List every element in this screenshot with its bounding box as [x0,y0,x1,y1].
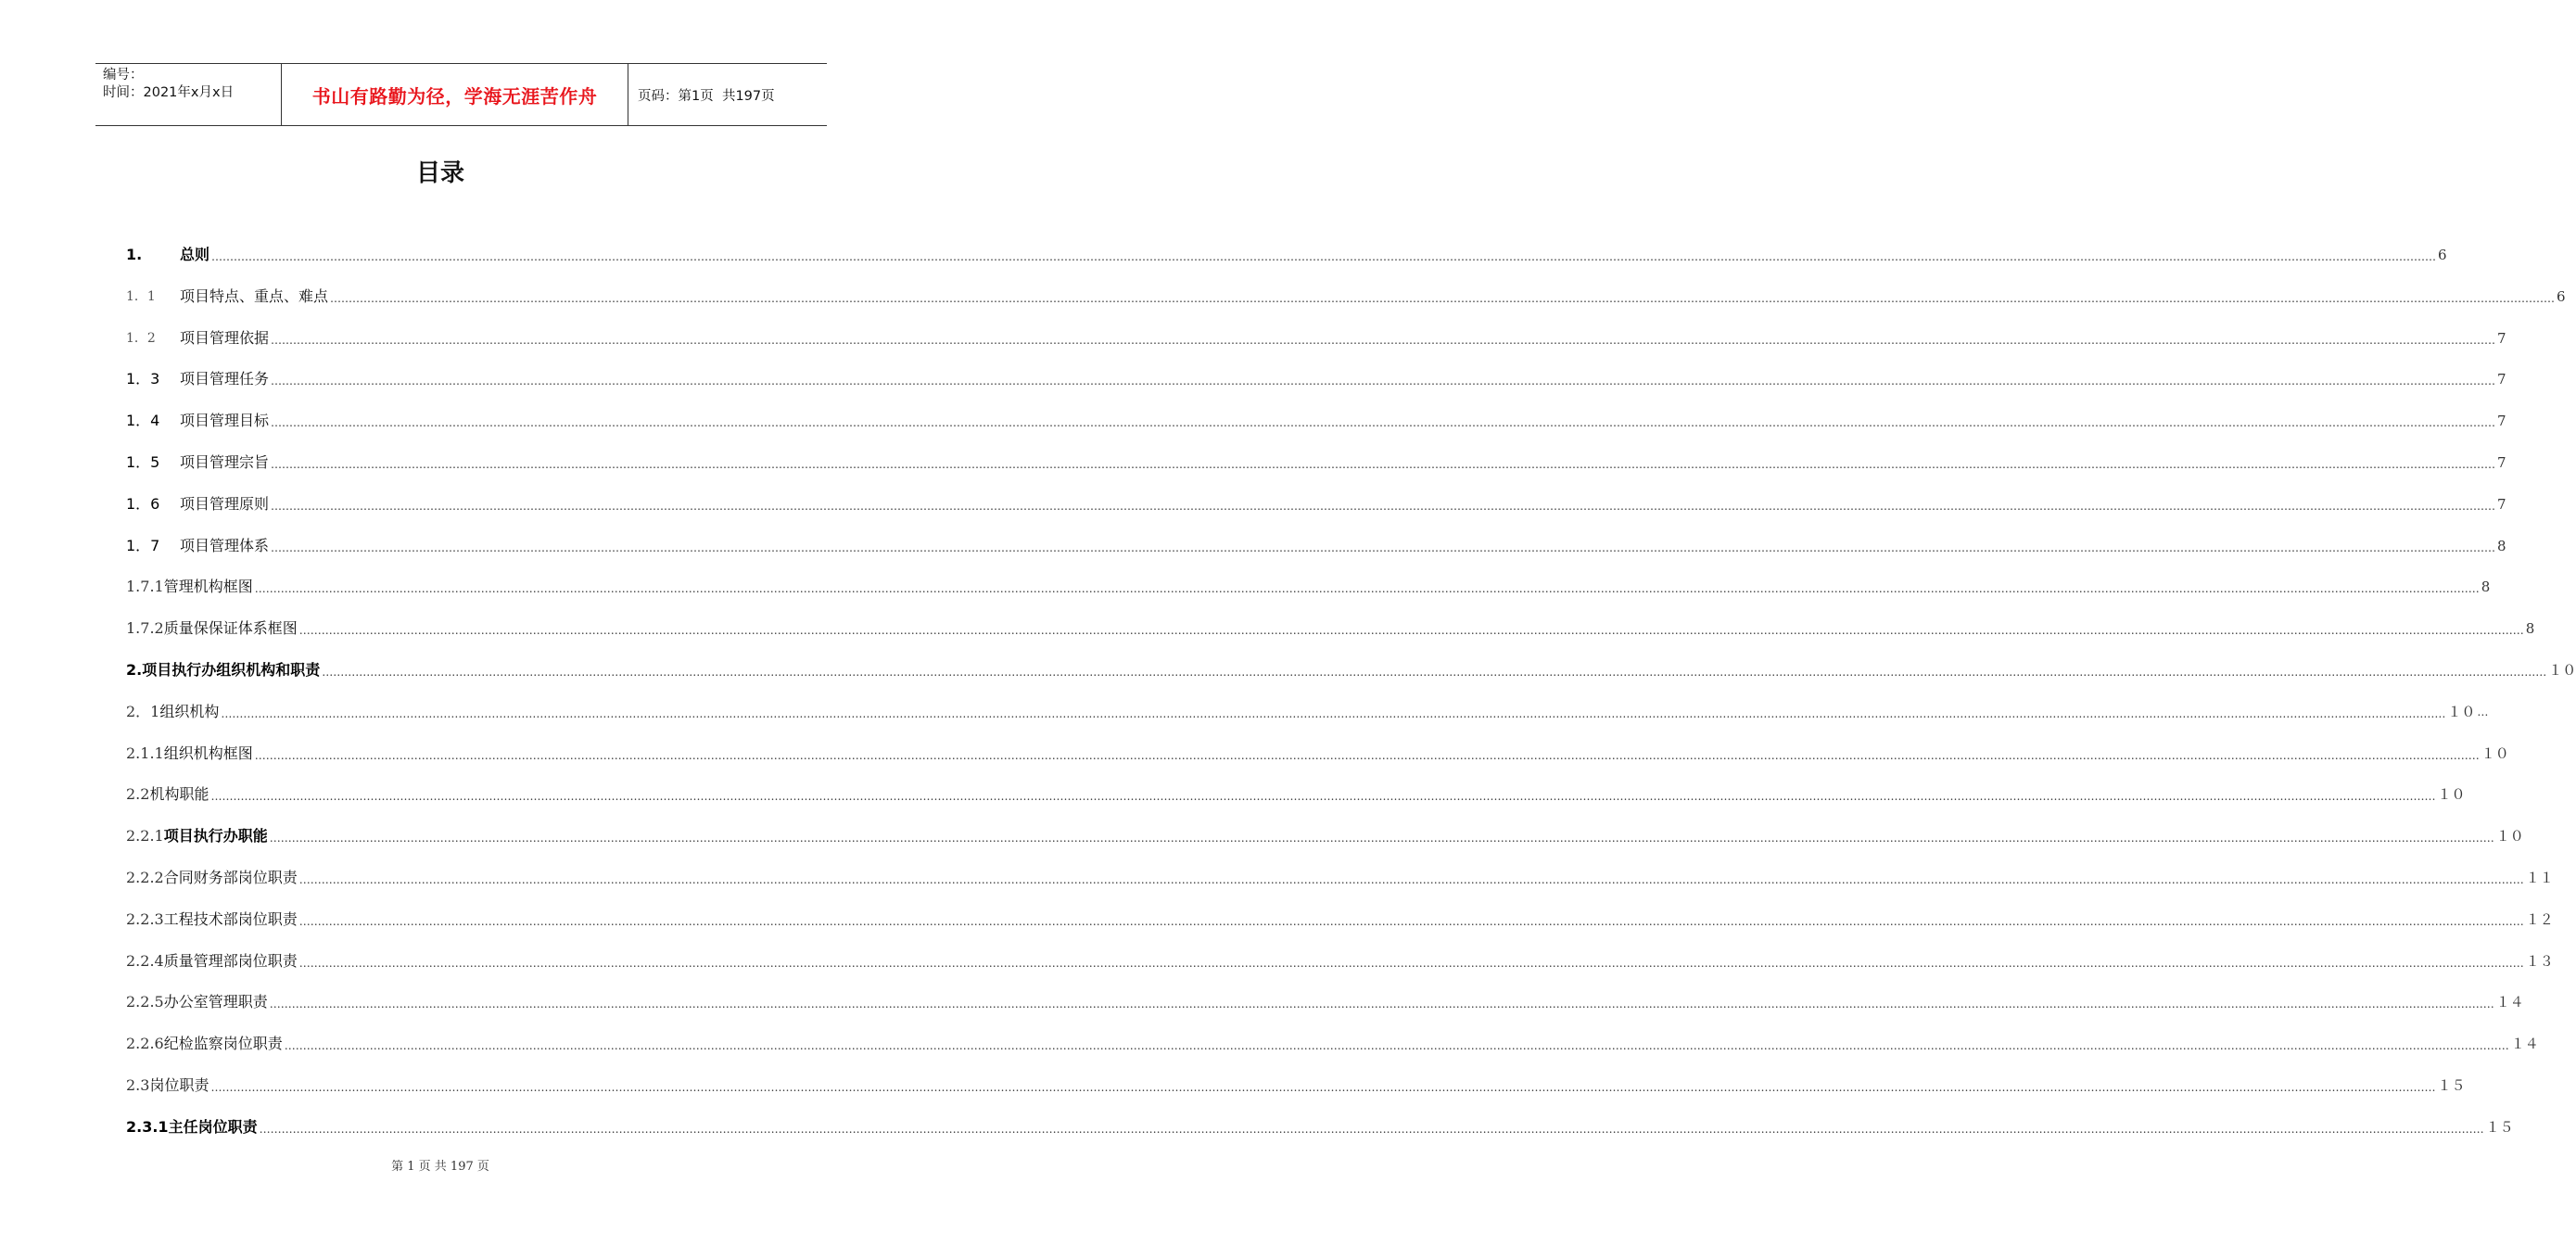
toc-entry[interactable] [126,949,2554,973]
time-label: 时间：2021年x月x日 [103,85,235,100]
toc-leader-dots: …………………………………………………………………………………………………………………………………………………………………………………………………………………………………………………………………………………………………………………………………………………………………………………………………………………………………………………………………………………………………………………………………………………… [271,499,2496,513]
page-footer [0,1156,881,1174]
toc-entry[interactable] [126,1115,2514,1139]
toc-leader-dots: …………………………………………………………………………………………………………………………………………………………………………………………………………………………………………………………………………………………………………………………………………………………………………………………………………………………………………………………………………………………………………………………………………………… [330,291,2556,305]
toc-entry[interactable] [126,700,2489,724]
toc-leader-dots: …………………………………………………………………………………………………………………………………………………………………………………………………………………………………………………………………………………………………………………………………………………………………………………………………………………………………………………………………………………………………………………………………………………… [269,998,2494,1011]
toc-entry-number: 2.2.3 [126,909,164,928]
serial-label: 编号： [103,68,144,83]
toc-entry-page: 6 [2557,287,2566,305]
toc-entry-trail: … [2477,705,2489,718]
toc-leader-dots: …………………………………………………………………………………………………………………………………………………………………………………………………………………………………………………………………………………………………………………………………………………………………………………………………………………………………………………………………………………………………………………………………………………… [298,956,2524,970]
toc-entry-label: 工程技术部岗位职责 [163,909,298,928]
toc-leader-dots: …………………………………………………………………………………………………………………………………………………………………………………………………………………………………………………………………………………………………………………………………………………………………………………………………………………………………………………………………………………………………………………………………………………… [271,540,2496,554]
toc-leader-dots: …………………………………………………………………………………………………………………………………………………………………………………………………………………………………………………………………………………………………………………………………………………………………………………………………………………………………………………………………………………………………………………………………………………… [254,748,2480,762]
toc-leader-dots: …………………………………………………………………………………………………………………………………………………………………………………………………………………………………………………………………………………………………………………………………………………………………………………………………………………………………………………………………………………………………………………………………………………… [271,375,2496,388]
toc-entry[interactable] [126,451,2506,475]
toc-leader-dots: …………………………………………………………………………………………………………………………………………………………………………………………………………………………………………………………………………………………………………………………………………………………………………………………………………………………………………………………………………………………………………………………………………………… [210,790,2436,804]
toc-entry-page: 7 [2497,329,2506,347]
toc-entry-label: 项目管理原则 [180,494,270,513]
toc-entry-page: １５ [2437,1077,2466,1094]
toc-entry-label: 合同财务部岗位职责 [163,869,298,886]
toc-entry-page: 7 [2497,371,2506,388]
toc-entry-label: 岗位职责 [149,1076,209,1094]
toc-entry-label: 机构职能 [149,785,209,804]
toc-entry-number: 1．5 [126,453,160,471]
toc-entry[interactable] [126,617,2535,641]
toc-leader-dots: …………………………………………………………………………………………………………………………………………………………………………………………………………………………………………………………………………………………………………………………………………………………………………………………………………………………………………………………………………………………………………………………………………………… [269,832,2494,846]
toc-entry-page: １３ [2525,952,2554,970]
toc-entry[interactable] [126,742,2509,766]
toc-entry-page: 7 [2497,413,2506,430]
toc-leader-dots: …………………………………………………………………………………………………………………………………………………………………………………………………………………………………………………………………………………………………………………………………………………………………………………………………………………………………………………………………………………………………………………………………………………… [271,416,2496,430]
footer-page-number: 第 1 页 共 197 页 [391,1160,489,1174]
toc-entry-label: 项目特点、重点、难点 [180,286,329,305]
toc-entry-number: 1．6 [126,494,160,513]
toc-entry-page: １０ [2437,786,2466,804]
toc-entry[interactable] [126,1074,2466,1098]
toc-leader-dots: …………………………………………………………………………………………………………………………………………………………………………………………………………………………………………………………………………………………………………………………………………………………………………………………………………………………………………………………………………………………………………………………………………………… [298,624,2524,638]
toc-entry[interactable] [126,908,2554,932]
toc-leader-dots: …………………………………………………………………………………………………………………………………………………………………………………………………………………………………………………………………………………………………………………………………………………………………………………………………………………………………………………………………………………………………………………………………………………… [298,873,2524,886]
toc-entry-page: １４ [2495,994,2524,1011]
toc-entry-page: １２ [2525,910,2554,928]
toc-entry-page: 8 [2481,578,2491,596]
toc-leader-dots: …………………………………………………………………………………………………………………………………………………………………………………………………………………………………………………………………………………………………………………………………………………………………………………………………………………………………………………………………………………………………………………………………………………… [211,250,2437,263]
toc-entry-number: 1．1 [126,288,156,304]
toc-leader-dots: …………………………………………………………………………………………………………………………………………………………………………………………………………………………………………………………………………………………………………………………………………………………………………………………………………………………………………………………………………………………………………………………………………………… [322,666,2547,679]
toc-entry[interactable] [126,367,2506,391]
toc-entry-page: １４ [2510,1036,2539,1053]
toc-entry-page: 7 [2497,495,2506,513]
toc-leader-dots: …………………………………………………………………………………………………………………………………………………………………………………………………………………………………………………………………………………………………………………………………………………………………………………………………………………………………………………………………………………………………………………………………………………… [298,914,2524,928]
toc-entry-number: 2.2.5 [126,993,164,1011]
toc-entry-label: 项目管理任务 [180,370,270,388]
toc-entry[interactable] [126,990,2524,1014]
header-motto: 书山有路勤为径，学海无涯苦作舟 [282,64,628,125]
toc-entry-number: 1．4 [126,412,160,430]
toc-entry-number: 1. [126,246,143,263]
toc-entry[interactable] [126,658,2576,682]
toc-entry-label: 主任岗位职责 [168,1117,258,1136]
toc-entry-number: 2.2.1 [126,827,164,846]
toc-entry-label: 质量管理部岗位职责 [163,951,298,970]
toc-entry[interactable] [126,534,2506,558]
toc-entry-label: 项目执行办职能 [163,827,268,846]
toc-entry-page: １５ [2485,1118,2514,1136]
header-meta [95,64,282,125]
toc-entry[interactable] [126,575,2491,599]
toc-entry-number: 1．7 [126,536,160,554]
toc-entry-page: 7 [2497,454,2506,471]
toc-entry-number: 2.2.6 [126,1035,164,1053]
toc-entry[interactable] [126,409,2506,433]
toc-entry-number: 2.3 [126,1076,150,1094]
toc-entry-page: １０ [2548,662,2576,679]
toc-entry[interactable] [126,326,2506,350]
toc-leader-dots: …………………………………………………………………………………………………………………………………………………………………………………………………………………………………………………………………………………………………………………………………………………………………………………………………………………………………………………………………………………………………………………………………………………… [259,1122,2484,1136]
toc-entry-label: 质量保保证体系框图 [163,619,298,638]
toc-entry-label: 项目管理宗旨 [180,453,270,471]
toc-entry-number: 2．1 [126,702,160,720]
toc-entry-number: 1．2 [126,330,156,346]
toc-entry-label: 组织机构框图 [163,744,253,762]
toc-entry-page: 8 [2525,620,2535,638]
toc-entry-label: 纪检监察岗位职责 [163,1035,283,1053]
toc-entry[interactable] [126,824,2524,848]
toc-entry-number: 1．3 [126,370,160,388]
toc-entry-number: 2.2.2 [126,869,164,886]
toc-leader-dots: …………………………………………………………………………………………………………………………………………………………………………………………………………………………………………………………………………………………………………………………………………………………………………………………………………………………………………………………………………………………………………………………………………………… [271,333,2496,347]
toc-entry[interactable] [126,285,2566,309]
toc-leader-dots: …………………………………………………………………………………………………………………………………………………………………………………………………………………………………………………………………………………………………………………………………………………………………………………………………………………………………………………………………………………………………………………………………………………… [271,458,2496,471]
page-title: 目录 [415,159,464,187]
toc-entry-page: １０ [2447,703,2476,720]
toc-entry[interactable] [126,1032,2539,1056]
toc-entry-page: １０ [2481,744,2509,762]
toc-leader-dots: …………………………………………………………………………………………………………………………………………………………………………………………………………………………………………………………………………………………………………………………………………………………………………………………………………………………………………………………………………………………………………………………………………………… [221,706,2446,720]
toc-entry[interactable] [126,866,2554,890]
toc-entry-page: １０ [2495,828,2524,846]
toc-entry-number: 2.2 [126,785,150,804]
toc-entry-number: 1.7.1 [126,578,164,596]
toc-entry[interactable] [126,492,2506,516]
toc-entry-label: 组织机构 [159,702,220,720]
toc-entry[interactable] [126,243,2447,267]
toc-entry-label: 项目执行办组织机构和职责 [142,661,321,679]
toc-leader-dots: …………………………………………………………………………………………………………………………………………………………………………………………………………………………………………………………………………………………………………………………………………………………………………………………………………………………………………………………………………………………………………………………………………………… [284,1039,2509,1053]
toc-entry-label: 总则 [180,246,210,263]
toc-entry-number: 1.7.2 [126,619,164,638]
toc-leader-dots: …………………………………………………………………………………………………………………………………………………………………………………………………………………………………………………………………………………………………………………………………………………………………………………………………………………………………………………………………………………………………………………………………………………… [254,582,2480,596]
toc-entry-number: 2.1.1 [126,744,164,762]
toc-leader-dots: …………………………………………………………………………………………………………………………………………………………………………………………………………………………………………………………………………………………………………………………………………………………………………………………………………………………………………………………………………………………………………………………………………………… [210,1081,2436,1094]
toc-entry-number: 2. [126,661,143,679]
toc-entry-page: １１ [2525,870,2554,886]
toc-entry-label: 项目管理目标 [180,412,270,430]
toc-entry-label: 项目管理依据 [180,328,270,347]
toc-entry-label: 办公室管理职责 [163,993,268,1011]
page-info: 页码：第1页 共197页 [638,88,775,104]
toc-entry-number: 2.2.4 [126,951,164,970]
toc-entry-number: 2.3.1 [126,1117,169,1136]
header-page-info [628,64,827,125]
toc-entry-page: 8 [2497,537,2506,554]
toc-entry-page: 6 [2438,247,2447,263]
toc-entry-label: 项目管理体系 [180,536,270,554]
header-table [95,63,827,126]
toc-entry-label: 管理机构框图 [163,578,253,596]
toc-entry[interactable] [126,782,2466,807]
